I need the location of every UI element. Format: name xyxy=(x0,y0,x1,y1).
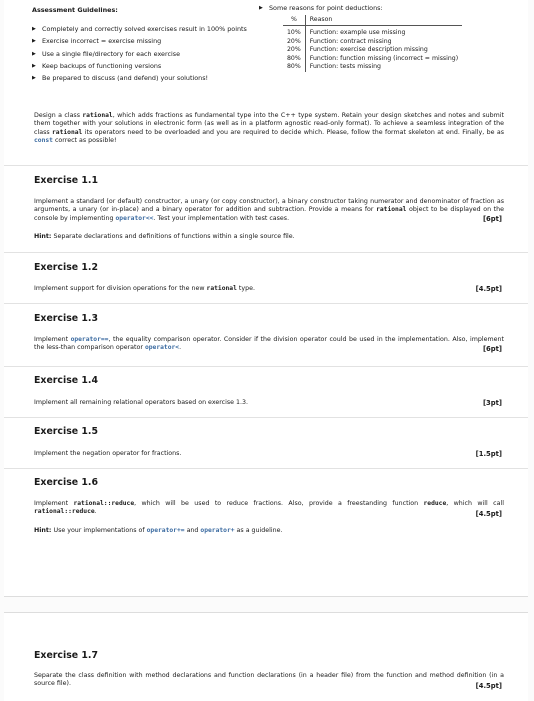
exercise-1-3-points: [6pt] xyxy=(482,345,502,353)
guideline-item: ▶ Be prepared to discuss (and defend) your solutions! xyxy=(32,72,268,84)
exercise-text: . xyxy=(94,508,97,516)
exercise-1-7-body: Separate the class definition with method declarations and function declarations (in a header file) from the function and method definition (in a source file). xyxy=(34,672,504,688)
divider xyxy=(4,417,528,418)
code-operator-plus-eq: operator+= xyxy=(146,527,185,534)
hint-text: Separate declarations and definitions of functions within a single source file. xyxy=(51,233,295,240)
exercise-1-6-hint xyxy=(34,527,504,535)
exercise-1-5-points: [1.5pt] xyxy=(475,450,502,458)
hint-label: Hint: xyxy=(34,527,52,534)
exercise-text: . xyxy=(179,344,182,352)
deduction-reason: Function: example use missing xyxy=(309,29,406,36)
deduction-pct: 80% xyxy=(283,63,305,72)
exercise-text: , the equality comparison operator. Consider if the division operator could be used in the implementation. Also, implement the less-than comparison operator xyxy=(34,336,504,352)
code-rational: rational xyxy=(52,128,83,136)
exercise-1-4-points: [3pt] xyxy=(482,399,502,407)
deduction-pct: 10% xyxy=(283,26,305,38)
exercise-text: Implement xyxy=(34,500,74,507)
deduction-row xyxy=(283,63,462,72)
hint-text: Use your implementations of xyxy=(51,527,147,534)
exercise-1-5-body: Implement the negation operator for fractions. xyxy=(34,450,182,457)
code-operator-plus: operator+ xyxy=(200,527,235,534)
guideline-item: ▶ Keep backups of functioning versions xyxy=(32,60,268,72)
deduction-reason: Function: function missing (incorrect = missing) xyxy=(309,54,459,62)
exercise-1-3-body xyxy=(34,336,504,353)
divider xyxy=(4,252,528,253)
guideline-item: ▶ Use a single file/directory for each exercise xyxy=(32,48,268,60)
code-rational: rational xyxy=(376,206,407,214)
guideline-item: ▶ Completely and correctly solved exercises result in 100% points xyxy=(32,23,268,35)
guideline-item: ▶ Exercise incorrect = exercise missing xyxy=(32,35,268,47)
exercise-1-5-title: Exercise 1.5 xyxy=(34,426,99,437)
deduction-row xyxy=(283,38,462,47)
exercise-text: . Test your implementation with test cases. xyxy=(153,214,290,222)
deduction-reason: Function: tests missing xyxy=(309,63,381,71)
exercise-text: , which will call xyxy=(446,500,504,507)
intro-text: Design a class xyxy=(34,112,83,119)
code-rational: rational xyxy=(206,285,237,292)
document-page-2 xyxy=(4,612,528,701)
hint-label: Hint: xyxy=(34,233,52,240)
deduction-reason: Function: contract missing xyxy=(309,37,392,45)
deduction-reason: Function: exercise description missing xyxy=(309,46,428,54)
exercise-1-7-points: [4.5pt] xyxy=(475,682,502,690)
exercise-1-6-points: [4.5pt] xyxy=(475,510,502,518)
code-operator-eq: operator== xyxy=(70,336,109,343)
exercise-text: object to be displayed on the console by implementing xyxy=(34,206,504,222)
exercise-1-2-title: Exercise 1.2 xyxy=(34,262,99,273)
deductions-header-reason: Reason xyxy=(305,15,462,26)
exercise-1-1-title: Exercise 1.1 xyxy=(34,175,99,186)
exercise-text: Implement a standard (or default) constructor, a unary (or copy constructor), a binary constructor taking numerator and denominator of fraction as arguments, a unary (or in-place) and a binary operator for addition and subtraction. Provide a means for xyxy=(34,198,504,214)
code-rational-reduce: rational::reduce xyxy=(34,508,95,516)
hint-text: as a guideline. xyxy=(234,527,283,534)
intro-paragraph xyxy=(34,112,504,145)
deduction-pct: 20% xyxy=(283,46,305,55)
exercise-text: Implement support for division operations for the new xyxy=(34,285,207,292)
code-rational-reduce: rational::reduce xyxy=(73,500,135,507)
exercise-1-2-body xyxy=(34,285,504,293)
code-operator-stream: operator<< xyxy=(115,214,154,222)
code-const: const xyxy=(34,136,53,144)
exercise-1-1-hint xyxy=(34,233,504,241)
code-rational: rational xyxy=(82,112,113,119)
deductions-title: ▶ Some reasons for point deductions: xyxy=(259,4,509,13)
exercise-1-2-points: [4.5pt] xyxy=(475,285,502,293)
exercise-1-3-title: Exercise 1.3 xyxy=(34,313,99,324)
intro-text: its operators need to be overloaded and you are required to decide which. Please, follow the format skeleton at end. Finally, be as xyxy=(82,128,504,136)
deductions-header-pct: % xyxy=(283,15,305,26)
exercise-1-4-title: Exercise 1.4 xyxy=(34,375,99,386)
point-deductions xyxy=(259,4,509,72)
divider xyxy=(4,303,528,304)
deduction-row xyxy=(283,46,462,55)
exercise-1-6-body xyxy=(34,500,504,517)
deduction-pct: 20% xyxy=(283,38,305,47)
deductions-table xyxy=(283,15,462,72)
hint-text: and xyxy=(184,527,201,534)
deduction-pct: 80% xyxy=(283,55,305,64)
code-operator-lt: operator< xyxy=(144,344,180,352)
document-page xyxy=(4,0,528,597)
exercise-text: , which will be used to reduce fractions. Also, provide a freestanding function xyxy=(134,500,424,507)
exercise-1-6-title: Exercise 1.6 xyxy=(34,477,99,488)
intro-text: , which adds fractions as fundamental type into the C++ type system. Retain your design sketches and notes and submit them together with your solutions in electronic form (as well as in a platform agnostic read-only format). To achieve a seamless integration of the class xyxy=(34,112,504,136)
divider xyxy=(4,165,528,166)
exercise-1-4-body: Implement all remaining relational operators based on exercise 1.3. xyxy=(34,399,249,406)
exercise-text: Implement xyxy=(34,336,71,343)
assessment-guidelines xyxy=(32,4,268,84)
deduction-row xyxy=(283,26,462,38)
code-reduce: reduce xyxy=(423,500,447,507)
guidelines-title: Assessment Guidelines: xyxy=(32,6,118,14)
divider xyxy=(4,366,528,367)
exercise-1-1-body xyxy=(34,198,504,223)
divider xyxy=(4,468,528,469)
intro-text: correct as possible! xyxy=(52,136,117,144)
exercise-text: type. xyxy=(236,285,255,292)
exercise-1-1-points: [6pt] xyxy=(482,215,502,223)
deduction-row xyxy=(283,55,462,64)
exercise-1-7-title: Exercise 1.7 xyxy=(34,650,99,661)
